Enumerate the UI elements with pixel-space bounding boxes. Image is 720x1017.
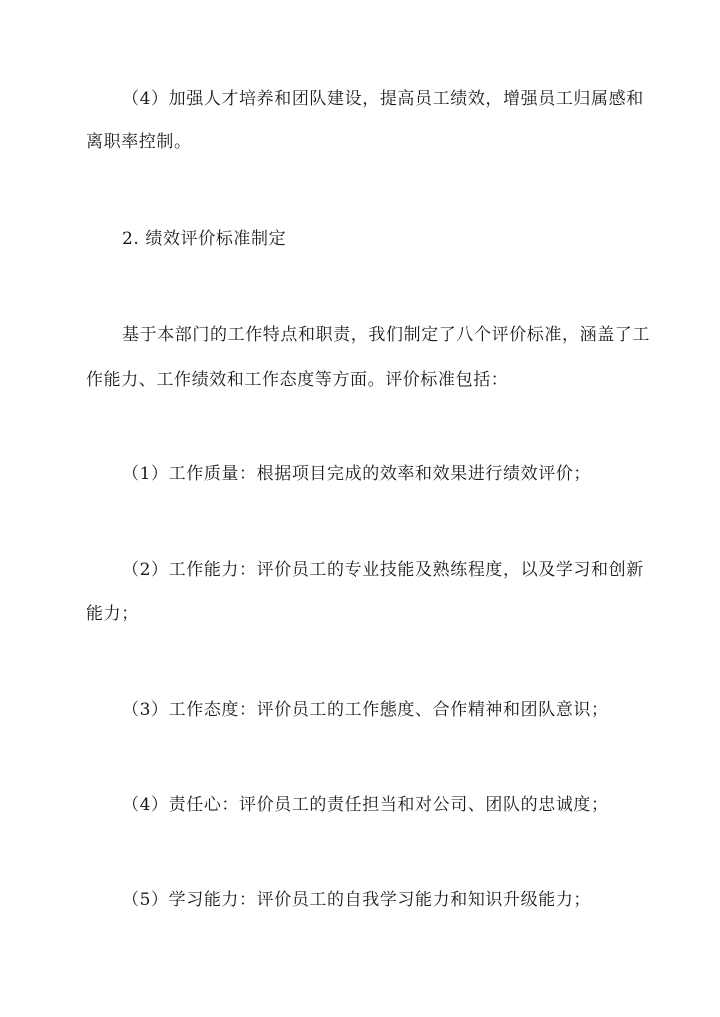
section-heading: 2. 绩效评价标准制定	[122, 229, 287, 249]
paragraph-0-line-1: 离职率控制。	[86, 132, 192, 152]
paragraph-0-line-0: （4）加强人才培养和团队建设，提高员工绩效，增强员工归属感和	[122, 89, 644, 109]
list-item-2-line-1: 能力；	[86, 604, 139, 624]
list-item-4: （4）责任心：评价员工的责任担当和对公司、团队的忠诚度；	[122, 795, 609, 815]
list-item-3: （3）工作态度：评价员工的工作態度、合作精神和团队意识；	[122, 700, 609, 720]
list-item-1: （1）工作质量：根据项目完成的效率和效果进行绩效评价；	[122, 464, 592, 484]
paragraph-2-line-1: 作能力、工作绩效和工作态度等方面。评价标准包括：	[86, 370, 509, 390]
list-item-5: （5）学习能力：评价员工的自我学习能力和知识升级能力；	[122, 890, 592, 910]
list-item-2-line-0: （2）工作能力：评价员工的专业技能及熟练程度，以及学习和创新	[122, 560, 644, 580]
paragraph-2-line-0: 基于本部门的工作特点和职责，我们制定了八个评价标准，涵盖了工	[122, 325, 650, 345]
